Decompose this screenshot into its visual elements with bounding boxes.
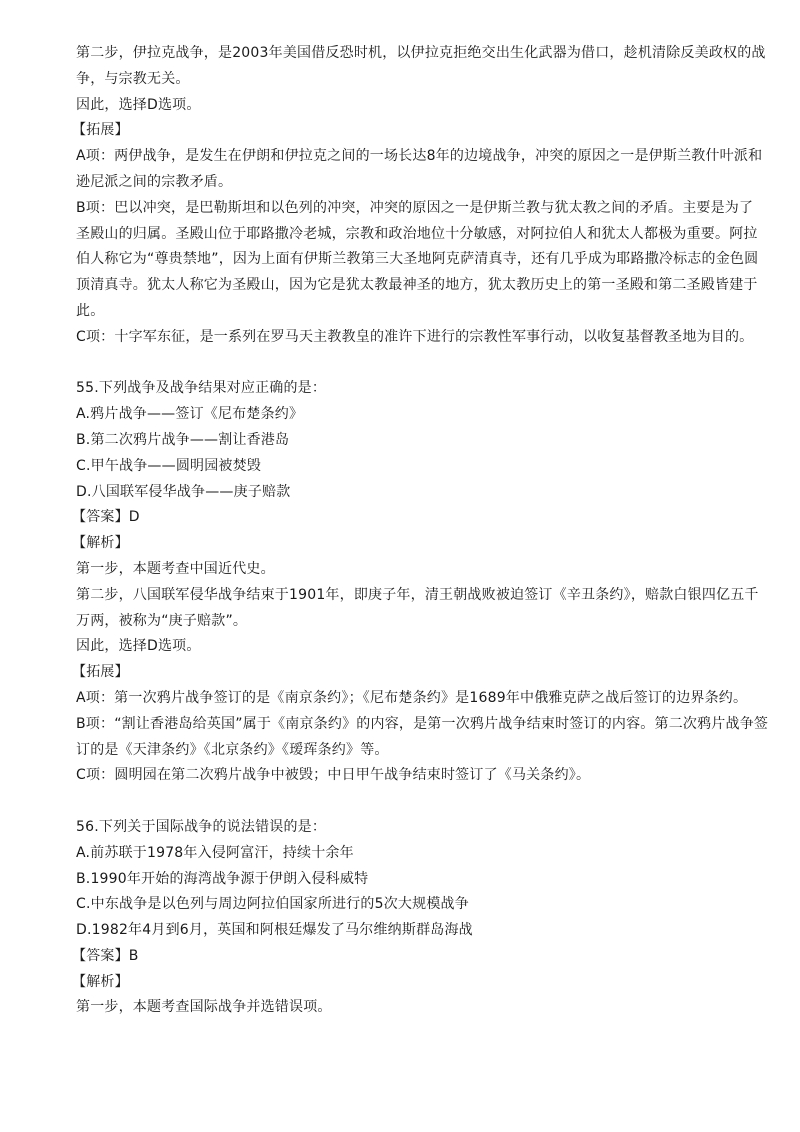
text-line: B项：巴以冲突，是巴勒斯坦和以色列的冲突，冲突的原因之一是伊斯兰教与犹太教之间的矛盾。主要是为了 [76, 199, 754, 216]
text-line: D.八国联军侵华战争——庚子赔款 [76, 483, 291, 500]
text-line: B项：“割让香港岛给英国”属于《南京条约》的内容，是第一次鸦片战争结束时签订的内容。第二次鸦片战争签 [76, 715, 769, 732]
text-line: 争，与宗教无关。 [76, 70, 190, 87]
section-tag: 【答案】D [72, 509, 140, 526]
text-line: 万两，被称为“庚子赔款”。 [76, 612, 248, 629]
text-line: 55.下列战争及战争结果对应正确的是： [76, 380, 327, 397]
section-tag: 【解析】 [72, 535, 129, 552]
text-line: 因此，选择D选项。 [76, 96, 201, 113]
text-line: B.1990年开始的海湾战争源于伊朗入侵科威特 [76, 870, 369, 887]
section-tag: 【解析】 [72, 973, 129, 990]
text-line: 第一步，本题考查国际战争并选错误项。 [76, 999, 332, 1016]
text-line: 此。 [76, 302, 105, 319]
document-page [72, 41, 769, 1021]
section-tag: 【拓展】 [72, 122, 129, 139]
text-line: A.鸦片战争——签订《尼布楚条约》 [76, 406, 304, 423]
text-line: B.第二次鸦片战争——割让香港岛 [76, 431, 290, 448]
text-line: 顶清真寺。犹太人称它为圣殿山，因为它是犹太教最神圣的地方，犹太教历史上的第一圣殿和第二圣殿皆建于 [76, 277, 758, 294]
text-line: C项：圆明园在第二次鸦片战争中被毁；中日甲午战争结束时签订了《马关条约》。 [76, 767, 591, 784]
text-line: C.甲午战争——圆明园被焚毁 [76, 457, 262, 474]
section-gap [76, 351, 756, 377]
section-tag: 【答案】B [72, 947, 139, 964]
text-line: A.前苏联于1978年入侵阿富汗，持续十余年 [76, 844, 354, 861]
section-tag: 【拓展】 [72, 664, 129, 681]
text-line: C.中东战争是以色列与周边阿拉伯国家所进行的5次大规模战争 [76, 896, 469, 913]
text-line: A项：两伊战争，是发生在伊朗和伊拉克之间的一场长达8年的边境战争，冲突的原因之一是伊斯兰教什叶派和 [76, 148, 763, 165]
text-line: C项：十字军东征，是一系列在罗马天主教教皇的准许下进行的宗教性军事行动，以收复基督教圣地为目的。 [76, 328, 754, 345]
text-line: A项：第一次鸦片战争签订的是《南京条约》；《尼布楚条约》是1689年中俄雅克萨之战后签订的边界条约。 [76, 689, 748, 706]
text-line: 第二步，伊拉克战争，是2003年美国借反恐时机，以伊拉克拒绝交出生化武器为借口，趁机清除反美政权的战 [76, 45, 766, 61]
text-line: 逊尼派之间的宗教矛盾。 [76, 173, 233, 190]
text-line: 56.下列关于国际战争的说法错误的是： [76, 818, 327, 835]
text-line: 伯人称它为“尊贵禁地”，因为上面有伊斯兰教第三大圣地阿克萨清真寺，还有几乎成为耶路撒冷标志的金色圆 [76, 251, 759, 268]
text-line: 第二步，八国联军侵华战争结束于1901年，即庚子年，清王朝战败被迫签订《辛丑条约》，赔款白银四亿五千 [76, 586, 759, 603]
text-line: 因此，选择D选项。 [76, 638, 201, 655]
text-line: 订的是《天津条约》《北京条约》《瑷珲条约》等。 [76, 741, 389, 758]
text-line: 第一步，本题考查中国近代史。 [76, 560, 275, 577]
section-gap [76, 789, 756, 815]
text-line: 圣殿山的归属。圣殿山位于耶路撒冷老城，宗教和政治地位十分敏感，对阿拉伯人和犹太人都极为重要。阿拉 [76, 225, 758, 242]
text-line: D.1982年4月到6月，英国和阿根廷爆发了马尔维纳斯群岛海战 [76, 922, 473, 939]
